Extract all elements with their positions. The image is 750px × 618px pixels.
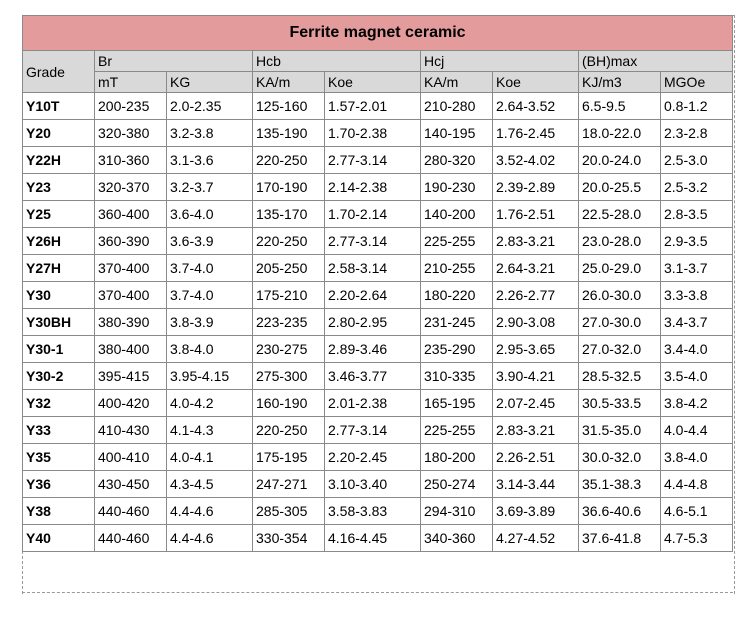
value-cell: 23.0-28.0 — [579, 228, 661, 255]
value-cell: 360-390 — [95, 228, 167, 255]
value-cell: 2.07-2.45 — [493, 390, 579, 417]
bhmax-header: (BH)max — [579, 51, 733, 72]
value-cell: 2.20-2.45 — [325, 444, 421, 471]
value-cell: 2.89-3.46 — [325, 336, 421, 363]
value-cell: 2.9-3.5 — [661, 228, 733, 255]
value-cell: 2.01-2.38 — [325, 390, 421, 417]
value-cell: 250-274 — [421, 471, 493, 498]
value-cell: 395-415 — [95, 363, 167, 390]
grade-cell: Y25 — [23, 201, 95, 228]
value-cell: 3.52-4.02 — [493, 147, 579, 174]
value-cell: 160-190 — [253, 390, 325, 417]
value-cell: 3.4-4.0 — [661, 336, 733, 363]
table-row — [23, 228, 733, 255]
value-cell: 3.6-4.0 — [167, 201, 253, 228]
value-cell: 360-400 — [95, 201, 167, 228]
unit-header: KA/m — [253, 72, 325, 93]
table-row — [23, 444, 733, 471]
value-cell: 4.27-4.52 — [493, 525, 579, 552]
value-cell: 135-190 — [253, 120, 325, 147]
value-cell: 1.57-2.01 — [325, 93, 421, 120]
grade-cell: Y35 — [23, 444, 95, 471]
value-cell: 22.5-28.0 — [579, 201, 661, 228]
table-title: Ferrite magnet ceramic — [23, 16, 733, 51]
value-cell: 140-200 — [421, 201, 493, 228]
value-cell: 380-400 — [95, 336, 167, 363]
value-cell: 27.0-32.0 — [579, 336, 661, 363]
unit-header: mT — [95, 72, 167, 93]
value-cell: 380-390 — [95, 309, 167, 336]
value-cell: 4.4-4.8 — [661, 471, 733, 498]
value-cell: 205-250 — [253, 255, 325, 282]
unit-header: KG — [167, 72, 253, 93]
value-cell: 410-430 — [95, 417, 167, 444]
value-cell: 0.8-1.2 — [661, 93, 733, 120]
value-cell: 1.76-2.51 — [493, 201, 579, 228]
value-cell: 30.0-32.0 — [579, 444, 661, 471]
value-cell: 3.1-3.6 — [167, 147, 253, 174]
value-cell: 4.4-4.6 — [167, 525, 253, 552]
value-cell: 4.0-4.4 — [661, 417, 733, 444]
value-cell: 340-360 — [421, 525, 493, 552]
value-cell: 180-220 — [421, 282, 493, 309]
value-cell: 3.95-4.15 — [167, 363, 253, 390]
value-cell: 320-370 — [95, 174, 167, 201]
value-cell: 35.1-38.3 — [579, 471, 661, 498]
value-cell: 285-305 — [253, 498, 325, 525]
value-cell: 4.0-4.2 — [167, 390, 253, 417]
value-cell: 125-160 — [253, 93, 325, 120]
value-cell: 3.3-3.8 — [661, 282, 733, 309]
value-cell: 6.5-9.5 — [579, 93, 661, 120]
value-cell: 2.5-3.2 — [661, 174, 733, 201]
value-cell: 2.77-3.14 — [325, 228, 421, 255]
value-cell: 2.20-2.64 — [325, 282, 421, 309]
grade-cell: Y10T — [23, 93, 95, 120]
grade-cell: Y30BH — [23, 309, 95, 336]
value-cell: 440-460 — [95, 498, 167, 525]
value-cell: 280-320 — [421, 147, 493, 174]
value-cell: 230-275 — [253, 336, 325, 363]
hcb-header: Hcb — [253, 51, 421, 72]
value-cell: 3.8-4.0 — [167, 336, 253, 363]
value-cell: 440-460 — [95, 525, 167, 552]
value-cell: 36.6-40.6 — [579, 498, 661, 525]
value-cell: 2.5-3.0 — [661, 147, 733, 174]
value-cell: 4.0-4.1 — [167, 444, 253, 471]
br-header: Br — [95, 51, 253, 72]
value-cell: 235-290 — [421, 336, 493, 363]
value-cell: 3.90-4.21 — [493, 363, 579, 390]
value-cell: 200-235 — [95, 93, 167, 120]
value-cell: 170-190 — [253, 174, 325, 201]
grade-cell: Y30-2 — [23, 363, 95, 390]
value-cell: 3.10-3.40 — [325, 471, 421, 498]
value-cell: 294-310 — [421, 498, 493, 525]
value-cell: 310-335 — [421, 363, 493, 390]
value-cell: 330-354 — [253, 525, 325, 552]
table-row — [23, 309, 733, 336]
value-cell: 225-255 — [421, 417, 493, 444]
value-cell: 223-235 — [253, 309, 325, 336]
table-row — [23, 120, 733, 147]
value-cell: 3.7-4.0 — [167, 282, 253, 309]
value-cell: 3.8-4.2 — [661, 390, 733, 417]
value-cell: 3.7-4.0 — [167, 255, 253, 282]
ferrite-grades-table — [22, 15, 733, 552]
value-cell: 220-250 — [253, 417, 325, 444]
value-cell: 2.0-2.35 — [167, 93, 253, 120]
value-cell: 2.80-2.95 — [325, 309, 421, 336]
value-cell: 400-410 — [95, 444, 167, 471]
value-cell: 2.26-2.51 — [493, 444, 579, 471]
table-row — [23, 93, 733, 120]
table-row — [23, 498, 733, 525]
value-cell: 220-250 — [253, 147, 325, 174]
value-cell: 37.6-41.8 — [579, 525, 661, 552]
table-row — [23, 282, 733, 309]
grade-header: Grade — [23, 51, 95, 93]
table-row — [23, 363, 733, 390]
value-cell: 3.46-3.77 — [325, 363, 421, 390]
table-row — [23, 336, 733, 363]
grade-cell: Y40 — [23, 525, 95, 552]
value-cell: 3.4-3.7 — [661, 309, 733, 336]
grade-cell: Y30-1 — [23, 336, 95, 363]
value-cell: 1.76-2.45 — [493, 120, 579, 147]
value-cell: 165-195 — [421, 390, 493, 417]
value-cell: 18.0-22.0 — [579, 120, 661, 147]
value-cell: 3.2-3.8 — [167, 120, 253, 147]
value-cell: 2.64-3.52 — [493, 93, 579, 120]
grade-cell: Y23 — [23, 174, 95, 201]
value-cell: 4.4-4.6 — [167, 498, 253, 525]
value-cell: 27.0-30.0 — [579, 309, 661, 336]
value-cell: 135-170 — [253, 201, 325, 228]
value-cell: 26.0-30.0 — [579, 282, 661, 309]
value-cell: 2.3-2.8 — [661, 120, 733, 147]
value-cell: 2.58-3.14 — [325, 255, 421, 282]
grade-cell: Y33 — [23, 417, 95, 444]
value-cell: 3.58-3.83 — [325, 498, 421, 525]
value-cell: 430-450 — [95, 471, 167, 498]
value-cell: 400-420 — [95, 390, 167, 417]
value-cell: 2.39-2.89 — [493, 174, 579, 201]
value-cell: 30.5-33.5 — [579, 390, 661, 417]
table-row — [23, 174, 733, 201]
value-cell: 4.7-5.3 — [661, 525, 733, 552]
unit-header: KA/m — [421, 72, 493, 93]
grade-cell: Y32 — [23, 390, 95, 417]
table-row — [23, 525, 733, 552]
value-cell: 3.2-3.7 — [167, 174, 253, 201]
grade-cell: Y38 — [23, 498, 95, 525]
value-cell: 370-400 — [95, 255, 167, 282]
value-cell: 4.1-4.3 — [167, 417, 253, 444]
value-cell: 3.8-3.9 — [167, 309, 253, 336]
grade-cell: Y30 — [23, 282, 95, 309]
value-cell: 2.8-3.5 — [661, 201, 733, 228]
table-row — [23, 147, 733, 174]
table-row — [23, 201, 733, 228]
value-cell: 4.3-4.5 — [167, 471, 253, 498]
value-cell: 2.64-3.21 — [493, 255, 579, 282]
table-row — [23, 390, 733, 417]
value-cell: 2.77-3.14 — [325, 417, 421, 444]
value-cell: 1.70-2.14 — [325, 201, 421, 228]
value-cell: 2.83-3.21 — [493, 417, 579, 444]
value-cell: 231-245 — [421, 309, 493, 336]
value-cell: 210-255 — [421, 255, 493, 282]
value-cell: 31.5-35.0 — [579, 417, 661, 444]
table-row — [23, 471, 733, 498]
value-cell: 3.6-3.9 — [167, 228, 253, 255]
value-cell: 190-230 — [421, 174, 493, 201]
table-row — [23, 255, 733, 282]
value-cell: 175-195 — [253, 444, 325, 471]
value-cell: 370-400 — [95, 282, 167, 309]
value-cell: 2.95-3.65 — [493, 336, 579, 363]
grade-cell: Y27H — [23, 255, 95, 282]
grade-cell: Y20 — [23, 120, 95, 147]
value-cell: 28.5-32.5 — [579, 363, 661, 390]
value-cell: 3.5-4.0 — [661, 363, 733, 390]
grade-cell: Y22H — [23, 147, 95, 174]
unit-header: KJ/m3 — [579, 72, 661, 93]
unit-header: Koe — [325, 72, 421, 93]
value-cell: 2.77-3.14 — [325, 147, 421, 174]
value-cell: 3.69-3.89 — [493, 498, 579, 525]
value-cell: 225-255 — [421, 228, 493, 255]
sheet-bottom-edge — [22, 592, 733, 593]
table-row — [23, 417, 733, 444]
value-cell: 180-200 — [421, 444, 493, 471]
value-cell: 3.14-3.44 — [493, 471, 579, 498]
value-cell: 275-300 — [253, 363, 325, 390]
value-cell: 3.1-3.7 — [661, 255, 733, 282]
value-cell: 247-271 — [253, 471, 325, 498]
value-cell: 1.70-2.38 — [325, 120, 421, 147]
value-cell: 4.16-4.45 — [325, 525, 421, 552]
value-cell: 20.0-25.5 — [579, 174, 661, 201]
value-cell: 4.6-5.1 — [661, 498, 733, 525]
value-cell: 220-250 — [253, 228, 325, 255]
value-cell: 20.0-24.0 — [579, 147, 661, 174]
value-cell: 175-210 — [253, 282, 325, 309]
grade-cell: Y26H — [23, 228, 95, 255]
unit-header: Koe — [493, 72, 579, 93]
value-cell: 210-280 — [421, 93, 493, 120]
value-cell: 2.90-3.08 — [493, 309, 579, 336]
grade-cell: Y36 — [23, 471, 95, 498]
value-cell: 140-195 — [421, 120, 493, 147]
value-cell: 2.26-2.77 — [493, 282, 579, 309]
value-cell: 2.14-2.38 — [325, 174, 421, 201]
value-cell: 3.8-4.0 — [661, 444, 733, 471]
hcj-header: Hcj — [421, 51, 579, 72]
value-cell: 310-360 — [95, 147, 167, 174]
value-cell: 25.0-29.0 — [579, 255, 661, 282]
value-cell: 2.83-3.21 — [493, 228, 579, 255]
unit-header: MGOe — [661, 72, 733, 93]
value-cell: 320-380 — [95, 120, 167, 147]
